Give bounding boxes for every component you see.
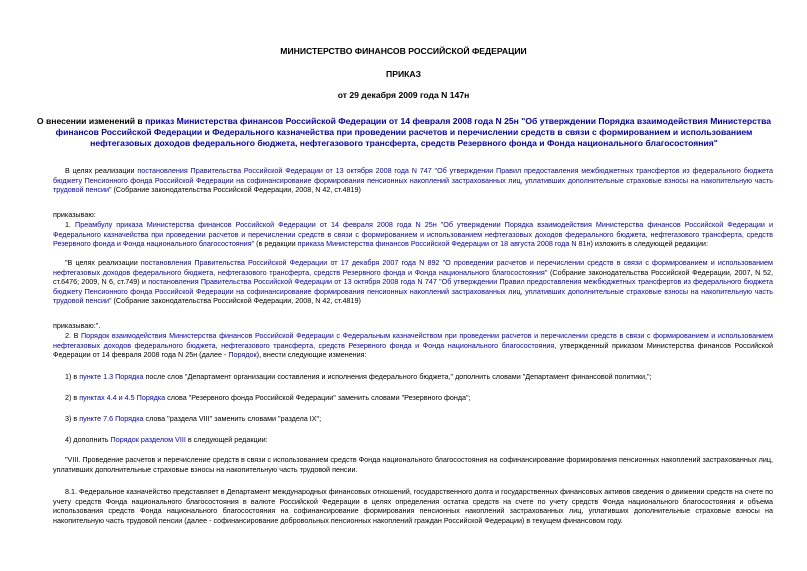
text: ) изложить в следующей редакции: [590,239,708,248]
doc-type-heading: ПРИКАЗ [386,69,421,79]
clause-1-3-link[interactable]: пункте 1.3 Порядка [79,372,144,381]
text: , утвержденный приказом Министерства финансов Российской Федерации от 14 февраля 2008 года N 25н (далее - [53,340,773,359]
preamble-link[interactable]: Преамбулу [75,220,113,229]
paragraph-item-1 [53,220,773,249]
text: 2) в [65,393,80,402]
document-title [36,116,772,150]
text: ), внести следующие изменения: [256,350,367,359]
paragraph-subitem-4 [53,435,773,445]
section-viii-link[interactable]: Порядок разделом VIII [110,435,186,444]
resolution-747-link[interactable]: постановления Правительства Российской Федерации от 13 октября 2008 года N 747 "Об утверждении Правил предоставления межбюджетных трансфертов из федерального бюджета бюджету Пенсионного фонда Российской Федерации на софинансирование формирования пенсионных накоплений застрахованных лиц, уплативших дополнительные страховые взносы на накопительную часть трудовой пенсии" [53,166,773,194]
text: "В целях реализации [65,258,141,267]
clause-7-6-link[interactable]: пункте 7.6 Порядка [79,414,144,423]
resolution-747-link[interactable]: постановления Правительства Российской Федерации от 13 октября 2008 года N 747 "Об утверждении Правил предоставления межбюджетных трансфертов из федерального бюджета бюджету Пенсионного фонда Российской Федерации на софинансирование формирования пенсионных накоплений застрахованных лиц, уплативших дополнительные страховые взносы на накопительную часть трудовой пенсии" [53,277,773,305]
paragraph-subitem-1 [53,372,773,382]
text: 2. В [65,331,81,340]
text: 3) в [65,414,80,423]
ministry-heading: МИНИСТЕРСТВО ФИНАНСОВ РОССИЙСКОЙ ФЕДЕРАЦИИ [280,46,527,56]
order-25n-link[interactable]: приказа Министерства финансов Российской Федерации от 14 февраля 2008 года N 25н "Об утверждении Порядка взаимодействия Министерства финансов Российской Федерации и Федерального казначейства при проведении расчетов и перечислении средств в связи с формированием и использованием нефтегазовых доходов федерального бюджета, нефтегазового трансферта, средств Резервного фонда и Фонда национального благосостояния" [53,220,773,248]
clauses-4-4-4-5-link[interactable]: пунктах 4.4 и 4.5 Порядка [79,393,166,402]
text: в следующей редакции: [185,435,268,444]
paragraph-order-word-quoted: приказываю:". [53,321,101,330]
text: (в редакции [254,239,298,248]
text: (Собрание законодательства Российской Федерации, 2008, N 42, ст.4819) [111,296,361,305]
paragraph-section-viii: "VIII. Проведение расчетов и перечисление средств в связи с использованием средств Фонда национального благосостояния на софинансирование формирования пенсионных накоплений застрахованных лиц, уплативших дополнительные страховые взносы на накопительную часть трудовой пенсии. [53,455,773,474]
text: слова "Резервного фонда Российской Федерации" заменить словами "Резервного фонда"; [165,393,471,402]
procedure-link[interactable]: Порядок взаимодействия Министерства финансов Российской Федерации с Федеральным казначейством при проведении расчетов и перечислении средств в связи с формированием и использованием нефтегазовых доходов федерального бюджета, нефтегазового трансферта, средств Резервного фонда и Фонда национального благосостояния [53,331,773,350]
text: 1) в [65,372,80,381]
paragraph-subitem-3 [53,414,773,424]
paragraph-item-2 [53,331,773,360]
paragraph-clause-8-1: 8.1. Федеральное казначейство представляет в Департамент международных финансовых отношений, государственного долга и государственных финансовых активов сведения о движении средств на счете по учету средств Фонда национального благосостояния в валюте Российской Федерации в целях определения остатка средств на счете по учету средств Фонда национального благосостояния и объема использования средств Фонда национального благосостояния на софинансирование формирования пенсионных накоплений застрахованных лиц, уплативших дополнительные страховые взносы на накопительную часть трудовой пенсии (далее - софинансирование добровольных пенсионных накоплений граждан Российской Федерации) в текущем финансовом году. [53,487,773,525]
paragraph-new-preamble [53,258,773,306]
text: слова "раздела VIII" заменить словами "раздела IX"; [143,414,322,423]
text: после слов "Департамент организации составления и исполнения федерального бюджета," дополнить словами "Департамент финансовой политики,"; [143,372,652,381]
paragraph-preamble [53,166,773,195]
procedure-short-link[interactable]: Порядок [228,350,257,359]
title-text: О внесении изменений в [36,116,146,126]
paragraph-subitem-2 [53,393,773,403]
title-order-link[interactable]: приказ Министерства финансов Российской Федерации от 14 февраля 2008 года N 25н "Об утверждении Порядка взаимодействия Министерства финансов Российской Федерации и Федерального казначейства при проведении расчетов и перечислении средств в связи с формированием и использованием нефтегазовых доходов федерального бюджета, нефтегазового трансферта, средств Резервного фонда и Фонда национального благосостояния" [55,116,772,149]
text: В целях реализации [65,166,138,175]
text: 1. [65,220,76,229]
text: (Собрание законодательства Российской Федерации, 2008, N 42, ст.4819) [111,185,361,194]
date-number-heading: от 29 декабря 2009 года N 147н [337,90,470,100]
paragraph-order-word: приказываю: [53,210,96,219]
text: 4) дополнить [65,435,111,444]
resolution-892-link[interactable]: постановления Правительства Российской Федерации от 17 декабря 2007 года N 892 "О проведении расчетов и перечислении средств в связи с формированием и использованием нефтегазовых доходов федерального бюджета, нефтегазового трансферта, средств Резервного фонда и Фонда национального благосостояния" [53,258,773,277]
text: (Собрание законодательства Российской Федерации, 2007, N 52, ст.6476; 2009, N 6, ст.749) и [53,267,773,286]
order-81n-link[interactable]: приказа Министерства финансов Российской Федерации от 18 августа 2008 года N 81н [297,239,591,248]
